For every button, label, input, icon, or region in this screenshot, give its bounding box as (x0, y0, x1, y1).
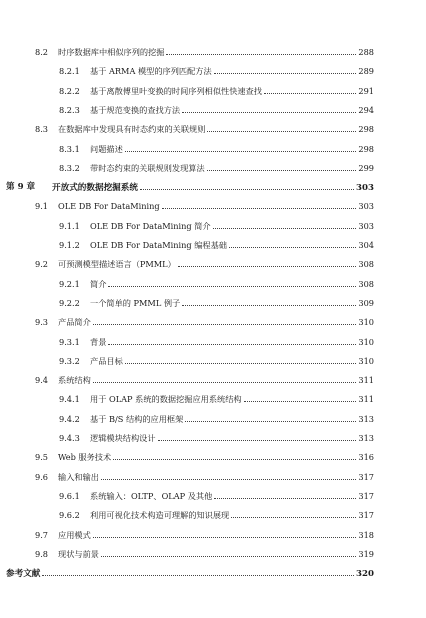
toc-section-number: 9.6.2 (59, 510, 80, 521)
toc-row (0, 276, 426, 292)
toc-title: 产品目标 (90, 355, 123, 366)
toc-section-number: 9.2.2 (59, 297, 80, 308)
toc-leader-dots (101, 469, 356, 480)
toc-page-number: 304 (358, 240, 374, 250)
toc-section-number: 第 9 章 (6, 182, 36, 193)
toc-page-number: 311 (358, 394, 374, 405)
toc-title: 时序数据库中相似序列的挖掘 (58, 47, 165, 57)
toc-leader-dots (214, 63, 357, 74)
toc-page-number: 298 (358, 124, 374, 135)
toc-leader-dots (182, 102, 356, 113)
toc-row (0, 83, 426, 99)
toc-entry (90, 507, 374, 523)
toc-row (0, 44, 426, 60)
toc-page-number: 291 (358, 85, 374, 96)
toc-page-number: 298 (358, 143, 374, 154)
toc-entry (90, 160, 374, 176)
toc-entry (58, 314, 374, 330)
toc-title: 一个简单的 PMML 例子 (90, 297, 181, 308)
toc-row (0, 391, 426, 407)
toc-leader-dots (166, 44, 356, 55)
toc-title: 产品简介 (58, 317, 91, 328)
toc-leader-dots (185, 411, 356, 422)
toc-page-number: 313 (358, 433, 374, 443)
toc-page-number: 299 (358, 162, 374, 173)
toc-row (0, 121, 426, 137)
toc-title: 可预测模型描述语言（PMML） (58, 259, 176, 270)
toc-title: 背景 (90, 336, 107, 347)
toc-title: 简介 (90, 278, 107, 289)
toc-leader-dots (108, 334, 356, 345)
toc-section-number: 8.2.3 (59, 104, 80, 115)
toc-title: 基于离散傅里叶变换的时间序列相似性快速查找 (90, 85, 262, 96)
toc-page-number: 308 (358, 259, 374, 270)
toc-leader-dots (113, 449, 356, 460)
toc-chapter-row (0, 179, 426, 195)
toc-page-number: 317 (358, 471, 374, 482)
toc-entry (90, 63, 374, 79)
toc-section-number: 8.3.2 (59, 162, 80, 173)
toc-section-number: 9.6.1 (59, 490, 80, 501)
toc-section-number: 9.3.2 (59, 355, 80, 366)
toc-page-number: 303 (358, 201, 374, 212)
toc-section-number: 9.2 (35, 259, 49, 270)
toc-row (0, 507, 426, 523)
toc-entry (90, 83, 374, 99)
toc-leader-dots (101, 546, 356, 557)
toc-entry (90, 391, 374, 407)
toc-row (0, 314, 426, 330)
toc-page-number: 303 (358, 220, 374, 231)
toc-entry (58, 527, 374, 543)
toc-page-number: 317 (358, 510, 374, 521)
toc-entry (90, 141, 374, 157)
toc-row (0, 546, 426, 562)
toc-page-number: 309 (358, 297, 374, 308)
toc-title: 问题描述 (90, 143, 123, 154)
toc-row (0, 527, 426, 543)
toc-row (0, 411, 426, 427)
toc-section-number: 9.2.1 (59, 278, 80, 289)
toc-entry (90, 353, 374, 369)
toc-section-number: 9.1 (35, 201, 49, 212)
toc-leader-dots (93, 527, 357, 538)
toc-title: 带时态约束的关联规则发现算法 (90, 162, 205, 173)
toc-leader-dots (229, 237, 356, 248)
toc-leader-dots (108, 276, 356, 287)
toc-entry (90, 218, 374, 234)
toc-leader-dots (207, 121, 356, 132)
toc-section-number: 9.4 (35, 375, 49, 386)
toc-title: 基于 B/S 结构的应用框架 (90, 413, 184, 424)
toc-leader-dots (178, 256, 357, 267)
toc-section-number: 9.4.1 (59, 394, 80, 405)
toc-row (0, 353, 426, 369)
toc-page-number: 288 (358, 47, 374, 57)
toc-page-number: 303 (356, 183, 374, 194)
toc-leader-dots (93, 372, 357, 383)
toc-leader-dots (125, 141, 357, 152)
toc-section-number: 9.8 (35, 548, 49, 559)
toc-entry (90, 430, 374, 446)
toc-title: 利用可视化技术构造可理解的知识展现 (90, 510, 230, 521)
toc-row (0, 237, 426, 253)
toc-row (0, 469, 426, 485)
toc-page-number: 310 (358, 317, 374, 328)
toc-page-number: 316 (358, 452, 374, 463)
toc-entry (58, 44, 374, 60)
toc-leader-dots (214, 488, 356, 499)
toc-entry (52, 179, 374, 196)
toc-row (0, 449, 426, 465)
toc-entry (90, 237, 374, 253)
toc-row (0, 430, 426, 446)
toc-title: 基于 ARMA 模型的序列匹配方法 (90, 66, 212, 77)
toc-entry (58, 469, 374, 485)
toc-page-number: 294 (358, 104, 374, 115)
toc-title: 逻辑模块结构设计 (90, 433, 156, 443)
toc-section-number: 9.4.2 (59, 413, 80, 424)
toc-entry (90, 488, 374, 504)
toc-chapter-row (0, 565, 426, 581)
toc-page-number: 318 (358, 529, 374, 540)
toc-entry (58, 121, 374, 137)
toc-leader-dots (207, 160, 357, 171)
toc-title: 系统输入：OLTP、OLAP 及其他 (90, 490, 213, 501)
toc-entry (90, 295, 374, 311)
toc-title: 用于 OLAP 系统的数据挖掘应用系统结构 (90, 394, 242, 405)
toc-title: OLE DB For DataMining 编程基础 (90, 240, 227, 250)
toc-row (0, 256, 426, 272)
toc-entry (58, 256, 374, 272)
toc-page-number: 310 (358, 336, 374, 347)
toc-page-number: 310 (358, 355, 374, 366)
toc-section-number: 9.6 (35, 471, 49, 482)
toc-entry (6, 565, 374, 582)
toc-leader-dots (42, 565, 354, 576)
toc-leader-dots (213, 218, 357, 229)
toc-title: 现状与前景 (58, 548, 99, 559)
toc-section-number: 8.2.1 (59, 66, 80, 77)
toc-page-number: 320 (356, 569, 374, 580)
toc-title: 基于规范变换的查找方法 (90, 104, 181, 115)
toc-page-number: 311 (358, 375, 374, 386)
toc-leader-dots (244, 391, 357, 402)
toc-row (0, 160, 426, 176)
toc-entry (90, 102, 374, 118)
toc-section-number: 9.1.1 (59, 220, 80, 231)
toc-section-number: 9.5 (35, 452, 49, 463)
toc-section-number: 9.7 (35, 529, 49, 540)
toc-entry (90, 334, 374, 350)
toc-entry (58, 449, 374, 465)
toc-page-number: 308 (358, 278, 374, 289)
toc-entry (90, 276, 374, 292)
toc-title: Web 服务技术 (58, 452, 112, 463)
toc-title: 参考文献 (6, 569, 41, 580)
toc-leader-dots (158, 430, 357, 441)
toc-section-number: 8.3.1 (59, 143, 80, 154)
toc-leader-dots (231, 507, 356, 518)
toc-entry (58, 198, 374, 214)
toc-row (0, 218, 426, 234)
toc-row (0, 63, 426, 79)
toc-entry (90, 411, 374, 427)
toc-row (0, 372, 426, 388)
toc-page-number: 313 (358, 413, 374, 424)
toc-section-number: 9.3 (35, 317, 49, 328)
toc-leader-dots (182, 295, 356, 306)
toc-title: 在数据库中发现具有时态约束的关联规则 (58, 124, 206, 135)
toc-row (0, 488, 426, 504)
toc-page-number: 317 (358, 490, 374, 501)
toc-leader-dots (140, 179, 354, 190)
toc-title: OLE DB For DataMining (58, 201, 160, 212)
toc-page-number: 319 (358, 548, 374, 559)
toc-section-number: 8.2.2 (59, 85, 80, 96)
toc-section-number: 9.3.1 (59, 336, 80, 347)
toc-title: 应用模式 (58, 529, 91, 540)
toc-title: 开放式的数据挖掘系统 (52, 183, 138, 194)
toc-title: 输入和输出 (58, 471, 99, 482)
toc-section-number: 9.4.3 (59, 433, 80, 443)
toc-title: 系统结构 (58, 375, 91, 386)
toc-row (0, 334, 426, 350)
toc-section-number: 8.3 (35, 124, 49, 135)
toc-entry (58, 372, 374, 388)
toc-page-number: 289 (358, 66, 374, 77)
toc-entry (58, 546, 374, 562)
toc-row (0, 198, 426, 214)
toc-leader-dots (93, 314, 357, 325)
toc-row (0, 295, 426, 311)
toc-leader-dots (125, 353, 357, 364)
toc-leader-dots (162, 198, 357, 209)
toc-section-number: 8.2 (35, 47, 49, 57)
toc-row (0, 102, 426, 118)
toc-title: OLE DB For DataMining 简介 (90, 220, 211, 231)
toc-leader-dots (264, 83, 356, 94)
toc-row (0, 141, 426, 157)
toc-section-number: 9.1.2 (59, 240, 80, 250)
